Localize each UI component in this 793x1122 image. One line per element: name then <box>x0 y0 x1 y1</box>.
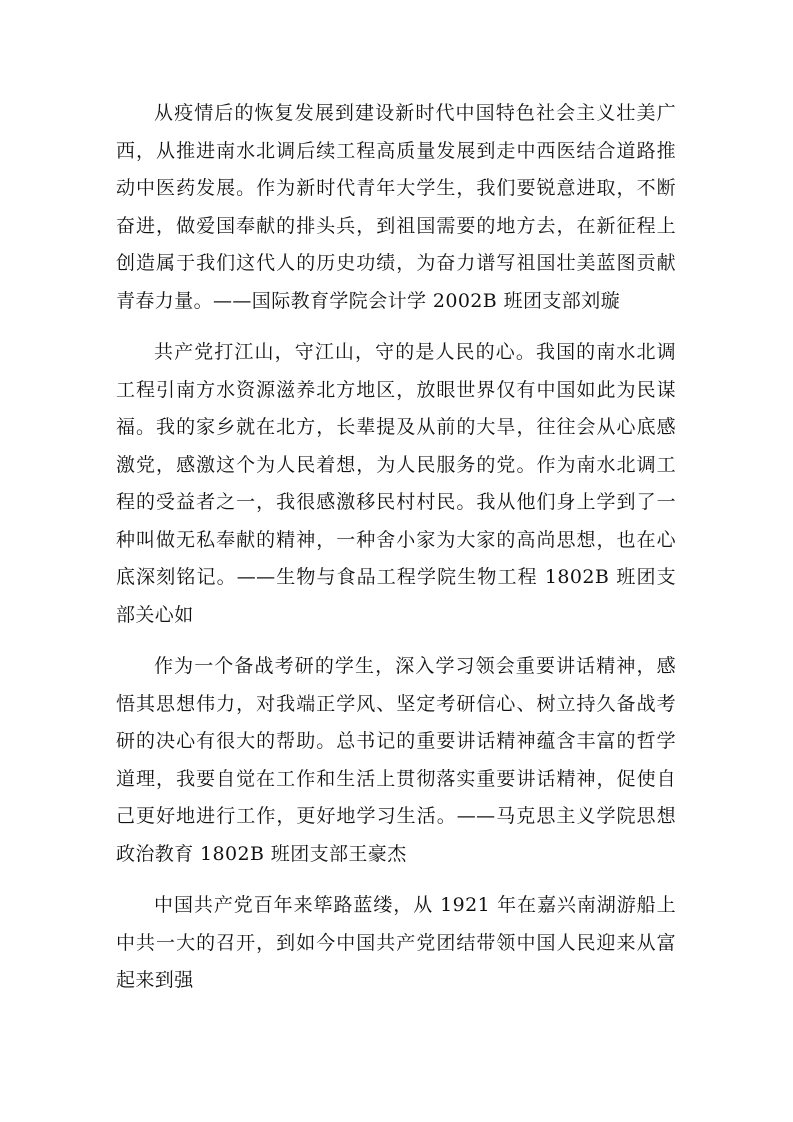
paragraph-1: 从疫情后的恢复发展到建设新时代中国特色社会主义壮美广西，从推进南水北调后续工程高质量发展到走中西医结合道路推动中医药发展。作为新时代青年大学生，我们要锐意进取，不断奋进，做爱国奉献的排头兵，到祖国需要的地方去，在新征程上创造属于我们这代人的历史功绩，为奋力谱写祖国壮美蓝图贡献青春力量。——国际教育学院会计学 2002B 班团支部刘璇 <box>116 102 676 312</box>
paragraph-4: 中国共产党百年来筚路蓝缕，从 1921 年在嘉兴南湖游船上中共一大的召开，到如今中国共产党团结带领中国人民迎来从富起来到强 <box>116 894 676 991</box>
paragraph-3: 作为一个备战考研的学生，深入学习领会重要讲话精神，感悟其思想伟力，对我端正学风、坚定考研信心、树立持久备战考研的决心有很大的帮助。总书记的重要讲话精神蕴含丰富的哲学道理，我要自觉在工作和生活上贯彻落实重要讲话精神，促使自己更好地进行工作，更好地学习生活。——马克思主义学院思想政治教育 1802B 班团支部王豪杰 <box>116 655 676 865</box>
paragraph-2: 共产党打江山，守江山，守的是人民的心。我国的南水北调工程引南方水资源滋养北方地区，放眼世界仅有中国如此为民谋福。我的家乡就在北方，长辈提及从前的大旱，往往会从心底感激党，感激这个为人民着想，为人民服务的党。作为南水北调工程的受益者之一，我很感激移民村村民。我从他们身上学到了一种叫做无私奉献的精神，一种舍小家为大家的高尚思想，也在心底深刻铭记。——生物与食品工程学院生物工程 1802B 班团支部关心如 <box>116 341 676 626</box>
document-body <box>116 95 676 1014</box>
